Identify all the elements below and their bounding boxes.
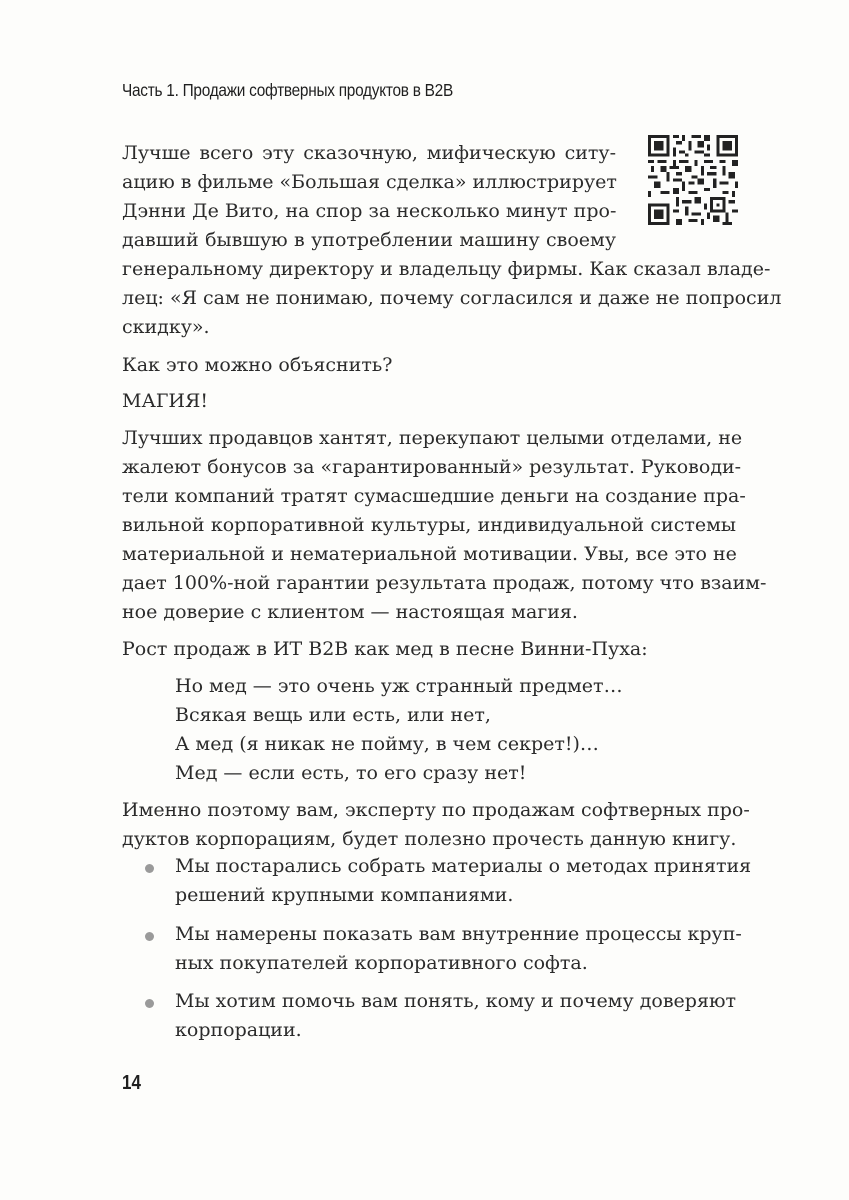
bullet-marker [145, 932, 154, 941]
qr-code [648, 135, 738, 225]
bullet-line: ных покупателей корпоративного софта. [175, 952, 588, 974]
poem-line: Мед — если есть, то его сразу нет! [175, 762, 527, 784]
question-line: Как это можно объяснить? [122, 354, 393, 376]
poem-line: Всякая вещь или есть, или нет, [175, 704, 491, 726]
paragraph-3-line: Именно поэтому вам, эксперту по продажам софтверных про- [122, 799, 750, 821]
paragraph-1-line: Дэнни Де Вито, на спор за несколько минут про- [122, 200, 617, 222]
bullet-line: Мы хотим помочь вам понять, кому и почему доверяют [175, 990, 736, 1012]
paragraph-2-line: тели компаний тратят сумасшедшие деньги на создание пра- [122, 485, 746, 507]
paragraph-1-line: Лучше всего эту сказочную, мифическую ситу- [122, 142, 616, 164]
running-head: Часть 1. Продажи софтверных продуктов в B2B [122, 80, 453, 100]
song-intro-line: Рост продаж в ИТ B2B как мед в песне Винни-Пуха: [122, 638, 648, 660]
bullet-marker [145, 999, 154, 1008]
bullet-marker [145, 864, 154, 873]
paragraph-1-line: скидку». [122, 316, 210, 338]
poem-line: А мед (я никак не пойму, в чем секрет!)… [175, 733, 599, 755]
paragraph-1-line: давший бывшую в употреблении машину своему [122, 229, 616, 251]
paragraph-1-line: ацию в фильме «Большая сделка» иллюстрирует [122, 171, 617, 193]
poem-line: Но мед — это очень уж странный предмет… [175, 675, 623, 697]
paragraph-2-line: жалеют бонусов за «гарантированный» результат. Руководи- [122, 456, 742, 478]
page-number: 14 [122, 1072, 141, 1094]
paragraph-2-line: материальной и нематериальной мотивации. Увы, все это не [122, 543, 737, 565]
bullet-line: Мы намерены показать вам внутренние процессы круп- [175, 923, 742, 945]
bullet-line: Мы постарались собрать материалы о методах принятия [175, 855, 752, 877]
bullet-line: решений крупными компаниями. [175, 884, 514, 906]
paragraph-3-line: дуктов корпорациям, будет полезно прочесть данную книгу. [122, 828, 737, 850]
bullet-line: корпорации. [175, 1019, 302, 1041]
paragraph-1-line: лец: «Я сам не понимаю, почему согласился и даже не попросил [122, 287, 782, 309]
magic-line: МАГИЯ! [122, 390, 208, 412]
paragraph-2-line: ное доверие с клиентом — настоящая магия. [122, 601, 578, 623]
paragraph-2-line: дает 100%-ной гарантии результата продаж, потому что взаим- [122, 572, 767, 594]
paragraph-1-line: генеральному директору и владельцу фирмы. Как сказал владе- [122, 258, 771, 280]
paragraph-2-line: вильной корпоративной культуры, индивидуальной системы [122, 514, 736, 536]
paragraph-2-line: Лучших продавцов хантят, перекупают целыми отделами, не [122, 427, 743, 449]
